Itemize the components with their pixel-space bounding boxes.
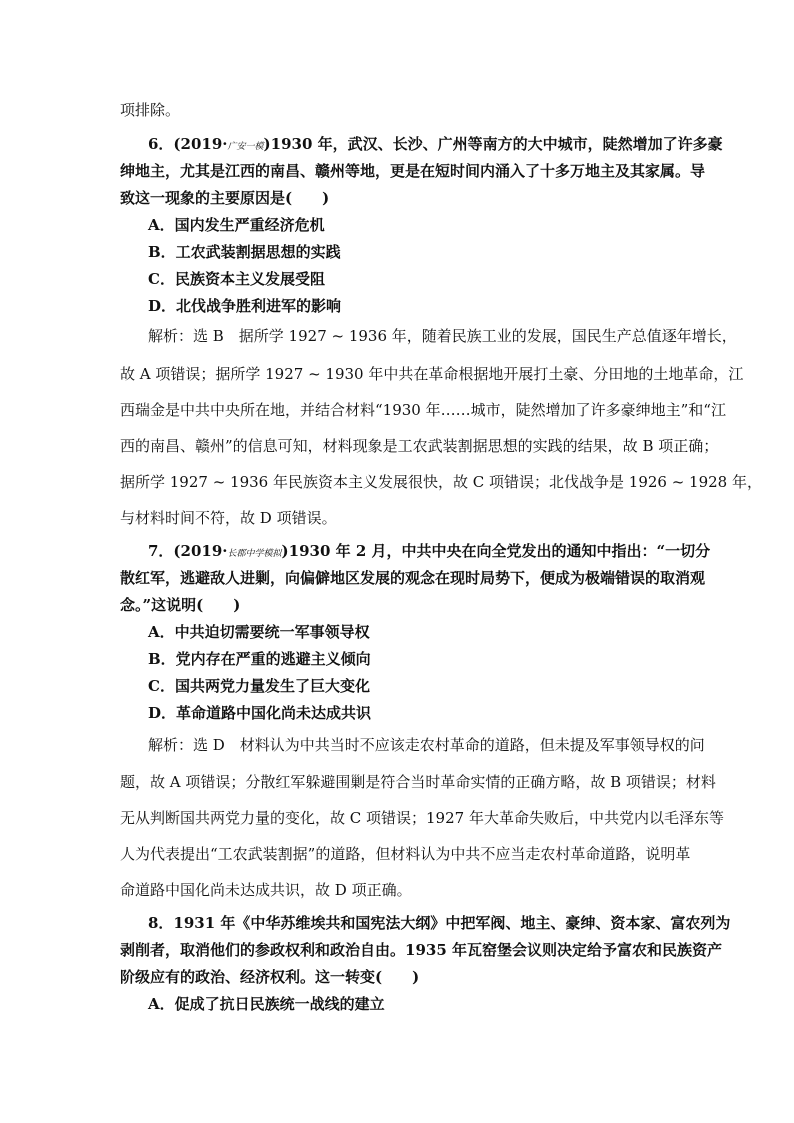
question-7-source: 长郡中学模拟 bbox=[227, 549, 282, 559]
question-7-analysis-line-4: 人为代表提出“工农武装割据”的道路，但材料认为中共不应当走农村革命道路，说明革 bbox=[120, 845, 691, 863]
intro-text: 项排除。 bbox=[120, 101, 181, 119]
question-6-stem-line-2: 绅地主，尤其是江西的南昌、赣州等地，更是在短时间内涌入了十多万地主及其家属。导 bbox=[120, 162, 706, 180]
question-6-analysis-line-1: 解析：选 B 据所学 1927 ~ 1936 年，随着民族工业的发展，国民生产总值逐年增长， bbox=[148, 327, 737, 345]
question-6-option-a: A．国内发生严重经济危机 bbox=[148, 216, 325, 234]
question-7-analysis-line-3: 无从判断国共两党力量的变化，故 C 项错误；1927 年大革命失败后，中共党内以毛泽东等 bbox=[120, 809, 724, 827]
question-6-analysis-line-3: 西瑞金是中共中央所在地，并结合材料“1930 年……城市，陡然增加了许多豪绅地主”和“江 bbox=[120, 401, 726, 419]
question-7-stem-line-2: 散红军，逃避敌人进剿，向偏僻地区发展的观念在现时局势下，便成为极端错误的取消观 bbox=[120, 569, 706, 587]
question-8-stem-line-1: 8．1931 年《中华苏维埃共和国宪法大纲》中把军阀、地主、豪绅、资本家、富农列为 bbox=[148, 914, 731, 932]
question-7-option-c: C．国共两党力量发生了巨大变化 bbox=[148, 677, 370, 695]
question-7-stem-line-3: 念。”这说明( ) bbox=[120, 596, 241, 614]
question-7-analysis-line-5: 命道路中国化尚未达成共识，故 D 项正确。 bbox=[120, 881, 412, 899]
question-8-option-a: A．促成了抗日民族统一战线的建立 bbox=[148, 995, 385, 1013]
question-6-option-c: C．民族资本主义发展受阻 bbox=[148, 270, 325, 288]
question-7-stem-line-1: 7．(2019·长郡中学模拟)1930 年 2 月，中共中央在向全党发出的通知中指出：“一切分 bbox=[148, 542, 711, 560]
question-6-source: 广安一模 bbox=[227, 142, 264, 152]
question-6-stem-line-1: 6．(2019·广安一模)1930 年，武汉、长沙、广州等南方的大中城市，陡然增加了许多豪 bbox=[148, 135, 723, 153]
question-6-analysis-line-2: 故 A 项错误；据所学 1927 ~ 1930 年中共在革命根据地开展打土豪、分田地的土地革命，江 bbox=[120, 365, 744, 383]
question-6-option-b: B．工农武装割据思想的实践 bbox=[148, 243, 341, 261]
question-6-analysis-line-6: 与材料时间不符，故 D 项错误。 bbox=[120, 509, 337, 527]
question-7-number: 7．(2019· bbox=[148, 542, 228, 560]
question-8-stem-line-2: 剥削者，取消他们的参政权利和政治自由。1935 年瓦窑堡会议则决定给予富农和民族资产 bbox=[120, 941, 722, 959]
question-6-stem-line-3: 致这一现象的主要原因是( ) bbox=[120, 189, 330, 207]
question-6-option-d: D．北伐战争胜利进军的影响 bbox=[148, 297, 342, 315]
question-7-analysis-line-1: 解析：选 D 材料认为中共当时不应该走农村革命的道路，但未提及军事领导权的问 bbox=[148, 736, 705, 754]
question-6-analysis-line-4: 西的南昌、赣州”的信息可知，材料现象是工农武装割据思想的实践的结果，故 B 项正确； bbox=[120, 437, 719, 455]
question-8-stem-line-3: 阶级应有的政治、经济权利。这一转变( ) bbox=[120, 968, 420, 986]
question-6-analysis-line-5: 据所学 1927 ~ 1936 年民族资本主义发展很快，故 C 项错误；北伐战争是 1926 ~ 1928 年， bbox=[120, 473, 762, 491]
question-7-analysis-line-2: 题，故 A 项错误；分散红军躲避围剿是符合当时革命实情的正确方略，故 B 项错误；材料 bbox=[120, 773, 716, 791]
question-7-option-a: A．中共迫切需要统一军事领导权 bbox=[148, 623, 370, 641]
question-7-option-d: D．革命道路中国化尚未达成共识 bbox=[148, 704, 372, 722]
question-6-number: 6．(2019· bbox=[148, 135, 228, 153]
question-7-option-b: B．党内存在严重的逃避主义倾向 bbox=[148, 650, 371, 668]
